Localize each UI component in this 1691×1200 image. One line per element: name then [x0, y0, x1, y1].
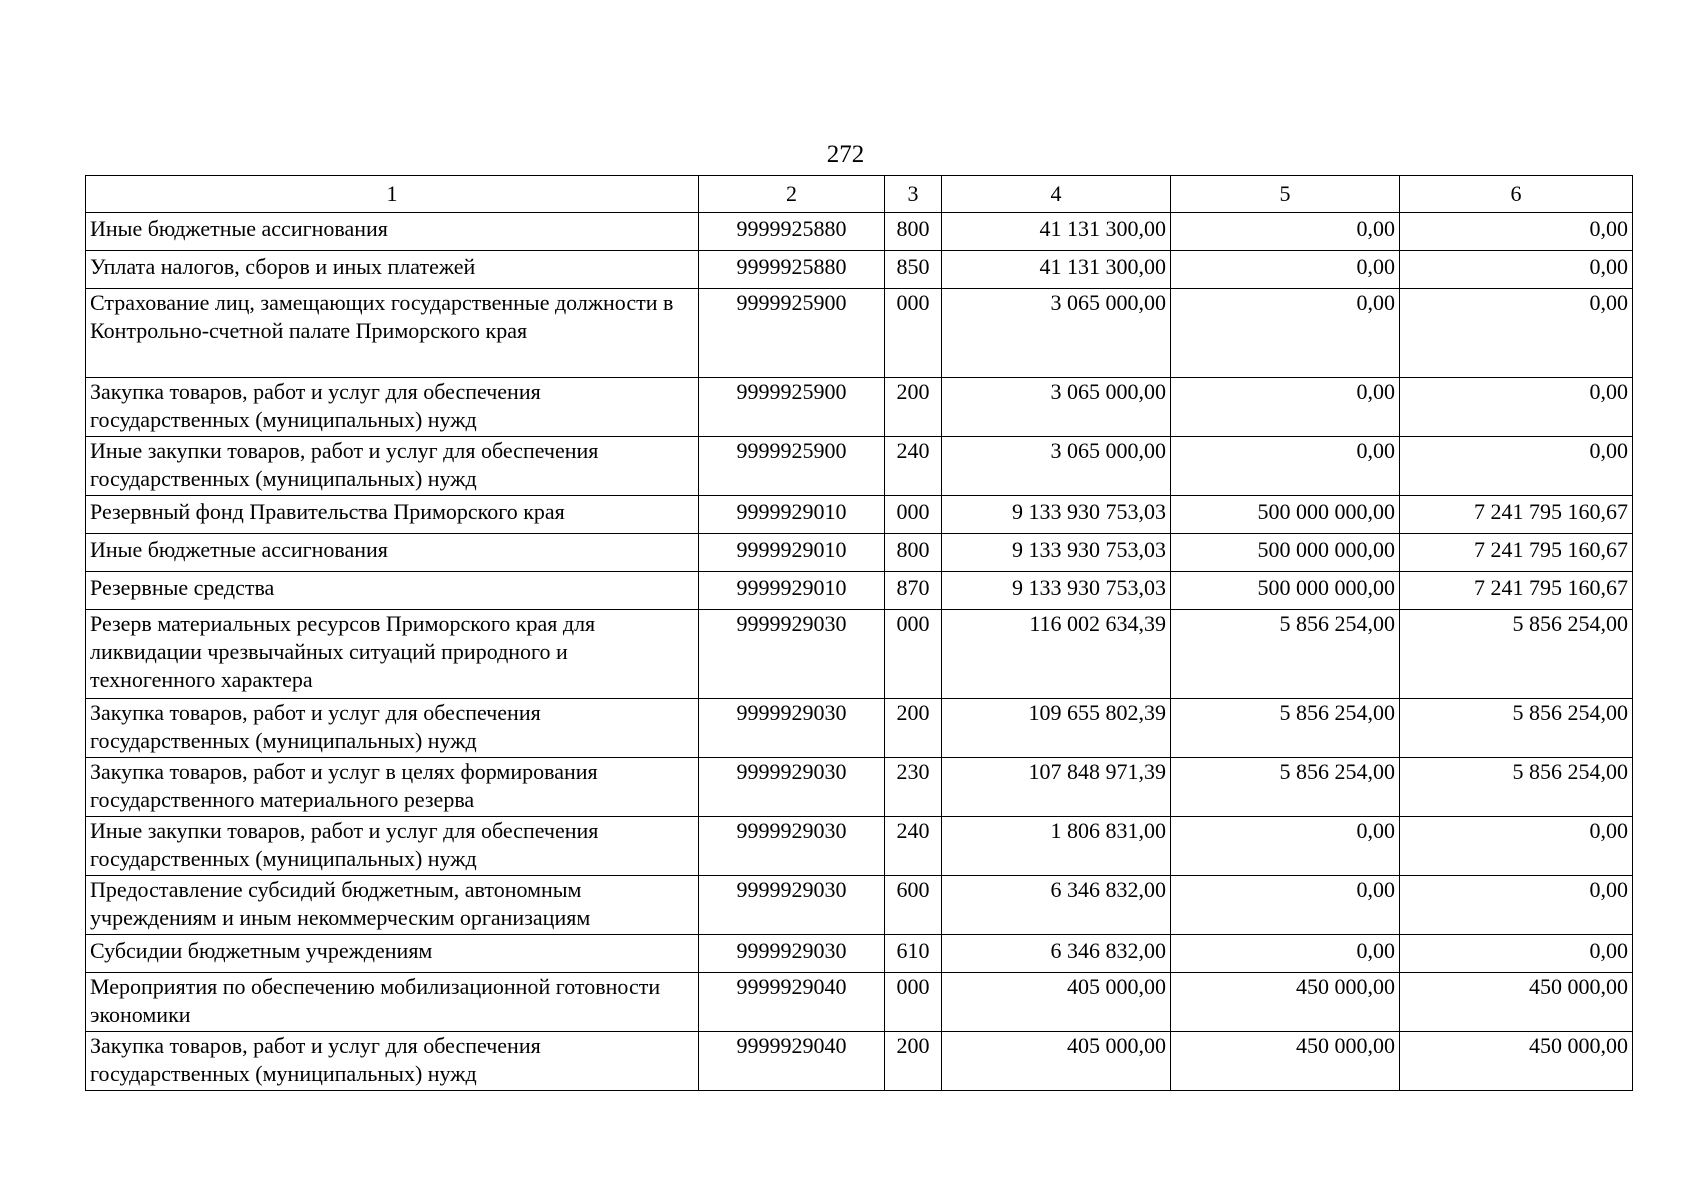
row-value-col5: 5 856 254,00 — [1171, 610, 1400, 699]
table-row — [86, 758, 1633, 817]
row-value-col4: 3 065 000,00 — [942, 289, 1171, 378]
row-type: 200 — [885, 1032, 942, 1091]
row-code: 9999929030 — [699, 935, 885, 973]
row-code: 9999929010 — [699, 496, 885, 534]
row-type: 000 — [885, 289, 942, 378]
row-name: Закупка товаров, работ и услуг для обеспечения государственных (муниципальных) нужд — [86, 378, 699, 437]
row-name: Иные закупки товаров, работ и услуг для обеспечения государственных (муниципальных) нужд — [86, 437, 699, 496]
row-code: 9999925900 — [699, 437, 885, 496]
row-value-col5: 500 000 000,00 — [1171, 572, 1400, 610]
row-value-col6: 5 856 254,00 — [1400, 758, 1633, 817]
row-value-col4: 405 000,00 — [942, 973, 1171, 1032]
row-value-col6: 450 000,00 — [1400, 1032, 1633, 1091]
row-name: Закупка товаров, работ и услуг для обеспечения государственных (муниципальных) нужд — [86, 699, 699, 758]
row-name: Субсидии бюджетным учреждениям — [86, 935, 699, 973]
row-code: 9999929030 — [699, 758, 885, 817]
row-name: Закупка товаров, работ и услуг для обеспечения государственных (муниципальных) нужд — [86, 1032, 699, 1091]
row-value-col6: 0,00 — [1400, 378, 1633, 437]
table-row — [86, 572, 1633, 610]
row-value-col4: 9 133 930 753,03 — [942, 534, 1171, 572]
row-value-col4: 1 806 831,00 — [942, 817, 1171, 876]
row-value-col4: 107 848 971,39 — [942, 758, 1171, 817]
row-code: 9999925880 — [699, 251, 885, 289]
row-value-col5: 0,00 — [1171, 213, 1400, 251]
row-name: Иные бюджетные ассигнования — [86, 534, 699, 572]
row-value-col6: 7 241 795 160,67 — [1400, 534, 1633, 572]
column-header: 1 — [86, 176, 699, 213]
row-value-col4: 9 133 930 753,03 — [942, 572, 1171, 610]
table-row — [86, 1032, 1633, 1091]
row-code: 9999929010 — [699, 534, 885, 572]
column-header: 2 — [699, 176, 885, 213]
table-row — [86, 289, 1633, 378]
table-row — [86, 876, 1633, 935]
row-type: 800 — [885, 534, 942, 572]
row-code: 9999925900 — [699, 378, 885, 437]
row-value-col6: 0,00 — [1400, 251, 1633, 289]
row-code: 9999925880 — [699, 213, 885, 251]
row-value-col4: 3 065 000,00 — [942, 437, 1171, 496]
row-value-col4: 6 346 832,00 — [942, 876, 1171, 935]
row-value-col6: 0,00 — [1400, 817, 1633, 876]
row-value-col5: 0,00 — [1171, 817, 1400, 876]
row-code: 9999929030 — [699, 876, 885, 935]
row-type: 000 — [885, 496, 942, 534]
row-value-col5: 0,00 — [1171, 935, 1400, 973]
column-header: 4 — [942, 176, 1171, 213]
table-row — [86, 699, 1633, 758]
row-type: 200 — [885, 378, 942, 437]
row-type: 610 — [885, 935, 942, 973]
row-value-col4: 109 655 802,39 — [942, 699, 1171, 758]
table-row — [86, 251, 1633, 289]
row-name: Страхование лиц, замещающих государственные должности в Контрольно-счетной палате Приморского края — [86, 289, 699, 378]
row-value-col6: 5 856 254,00 — [1400, 699, 1633, 758]
table-row — [86, 378, 1633, 437]
row-name: Резервный фонд Правительства Приморского края — [86, 496, 699, 534]
row-name: Уплата налогов, сборов и иных платежей — [86, 251, 699, 289]
table-row — [86, 496, 1633, 534]
row-type: 230 — [885, 758, 942, 817]
row-code: 9999929030 — [699, 699, 885, 758]
row-value-col5: 500 000 000,00 — [1171, 496, 1400, 534]
row-value-col4: 3 065 000,00 — [942, 378, 1171, 437]
row-value-col6: 7 241 795 160,67 — [1400, 572, 1633, 610]
table-row — [86, 817, 1633, 876]
row-value-col4: 405 000,00 — [942, 1032, 1171, 1091]
row-value-col6: 0,00 — [1400, 289, 1633, 378]
row-value-col5: 0,00 — [1171, 378, 1400, 437]
row-code: 9999929010 — [699, 572, 885, 610]
row-name: Мероприятия по обеспечению мобилизационной готовности экономики — [86, 973, 699, 1032]
row-name: Предоставление субсидий бюджетным, автономным учреждениям и иным некоммерческим организациям — [86, 876, 699, 935]
row-value-col4: 41 131 300,00 — [942, 213, 1171, 251]
row-value-col5: 0,00 — [1171, 876, 1400, 935]
row-name: Иные бюджетные ассигнования — [86, 213, 699, 251]
row-value-col5: 5 856 254,00 — [1171, 758, 1400, 817]
row-code: 9999929030 — [699, 817, 885, 876]
budget-table — [85, 175, 1633, 1091]
column-header: 5 — [1171, 176, 1400, 213]
row-type: 870 — [885, 572, 942, 610]
row-name: Закупка товаров, работ и услуг в целях формирования государственного материального резерва — [86, 758, 699, 817]
row-value-col4: 116 002 634,39 — [942, 610, 1171, 699]
row-name: Иные закупки товаров, работ и услуг для обеспечения государственных (муниципальных) нужд — [86, 817, 699, 876]
row-value-col5: 450 000,00 — [1171, 1032, 1400, 1091]
row-value-col6: 0,00 — [1400, 935, 1633, 973]
table-row — [86, 213, 1633, 251]
row-value-col6: 0,00 — [1400, 213, 1633, 251]
row-value-col6: 0,00 — [1400, 876, 1633, 935]
row-value-col5: 5 856 254,00 — [1171, 699, 1400, 758]
table-row — [86, 610, 1633, 699]
row-value-col5: 0,00 — [1171, 289, 1400, 378]
row-value-col6: 7 241 795 160,67 — [1400, 496, 1633, 534]
row-value-col5: 450 000,00 — [1171, 973, 1400, 1032]
row-value-col4: 41 131 300,00 — [942, 251, 1171, 289]
row-type: 600 — [885, 876, 942, 935]
row-code: 9999929030 — [699, 610, 885, 699]
column-header: 3 — [885, 176, 942, 213]
row-value-col5: 500 000 000,00 — [1171, 534, 1400, 572]
row-code: 9999929040 — [699, 973, 885, 1032]
row-type: 850 — [885, 251, 942, 289]
row-type: 200 — [885, 699, 942, 758]
row-type: 240 — [885, 817, 942, 876]
row-value-col4: 9 133 930 753,03 — [942, 496, 1171, 534]
page-number: 272 — [826, 141, 865, 168]
row-type: 800 — [885, 213, 942, 251]
row-value-col5: 0,00 — [1171, 251, 1400, 289]
row-name: Резерв материальных ресурсов Приморского края для ликвидации чрезвычайных ситуаций природного и техногенного характера — [86, 610, 699, 699]
row-value-col6: 5 856 254,00 — [1400, 610, 1633, 699]
table-row — [86, 534, 1633, 572]
table-row — [86, 437, 1633, 496]
table-header-row — [86, 176, 1633, 213]
row-name: Резервные средства — [86, 572, 699, 610]
row-type: 000 — [885, 973, 942, 1032]
row-type: 000 — [885, 610, 942, 699]
row-value-col5: 0,00 — [1171, 437, 1400, 496]
row-value-col6: 0,00 — [1400, 437, 1633, 496]
row-code: 9999925900 — [699, 289, 885, 378]
row-value-col4: 6 346 832,00 — [942, 935, 1171, 973]
table-row — [86, 935, 1633, 973]
table-row — [86, 973, 1633, 1032]
row-code: 9999929040 — [699, 1032, 885, 1091]
row-type: 240 — [885, 437, 942, 496]
row-value-col6: 450 000,00 — [1400, 973, 1633, 1032]
column-header: 6 — [1400, 176, 1633, 213]
